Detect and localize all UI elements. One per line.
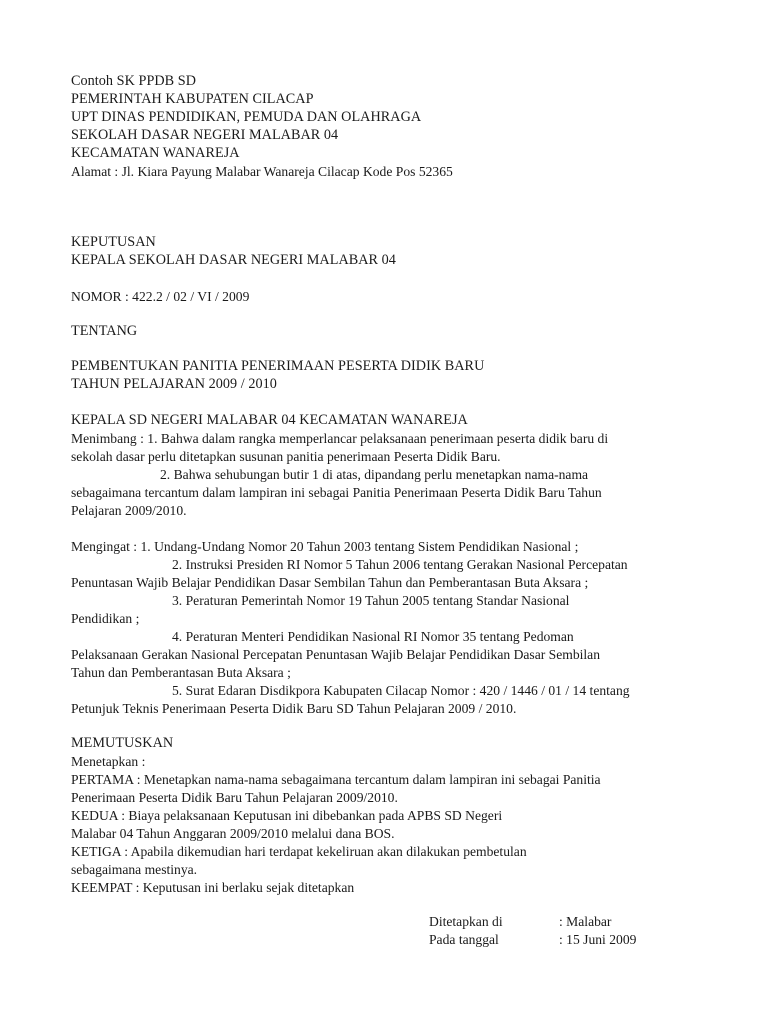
ditetapkan-label: Ditetapkan di (429, 914, 503, 929)
menimbang-1-line-2: sekolah dasar perlu ditetapkan susunan panitia penerimaan Peserta Didik Baru. (71, 449, 501, 464)
mengingat-5-line-2: Petunjuk Teknis Penerimaan Peserta Didik Baru SD Tahun Pelajaran 2009 / 2010. (71, 701, 517, 716)
ditetapkan-row (429, 913, 503, 930)
kedua-line-1: KEDUA : Biaya pelaksanaan Keputusan ini dibebankan pada APBS SD Negeri (71, 808, 503, 823)
mengingat-2-line-2: Penuntasan Wajib Belajar Pendidikan Dasar Sembilan Tahun dan Pemberantasan Buta Aksara ; (71, 575, 589, 590)
subject-line-2: TAHUN PELAJARAN 2009 / 2010 (71, 376, 277, 392)
title-tentang: TENTANG (71, 323, 138, 339)
title-kepala: KEPALA SEKOLAH DASAR NEGERI MALABAR 04 (71, 252, 396, 268)
menetapkan-label: Menetapkan : (71, 754, 146, 769)
header-line-4: SEKOLAH DASAR NEGERI MALABAR 04 (71, 127, 339, 143)
tanggal-value: : 15 Juni 2009 (559, 932, 637, 947)
ditetapkan-value: : Malabar (559, 914, 612, 929)
mengingat-3-line-2: Pendidikan ; (71, 611, 140, 626)
title-nomor: NOMOR : 422.2 / 02 / VI / 2009 (71, 289, 250, 304)
keempat-line: KEEMPAT : Keputusan ini berlaku sejak ditetapkan (71, 880, 355, 895)
header-line-1: Contoh SK PPDB SD (71, 73, 197, 89)
menimbang-2-line-2: sebagaimana tercantum dalam lampiran ini sebagai Panitia Penerimaan Peserta Didik Baru Tahun (71, 485, 602, 500)
menimbang-2-line-3: Pelajaran 2009/2010. (71, 503, 187, 518)
subject-line-1: PEMBENTUKAN PANITIA PENERIMAAN PESERTA DIDIK BARU (71, 358, 485, 374)
mengingat-3-line-1: 3. Peraturan Pemerintah Nomor 19 Tahun 2005 tentang Standar Nasional (172, 593, 570, 608)
mengingat-4-line-1: 4. Peraturan Menteri Pendidikan Nasional RI Nomor 35 tentang Pedoman (172, 629, 574, 644)
header-line-3: UPT DINAS PENDIDIKAN, PEMUDA DAN OLAHRAGA (71, 109, 422, 125)
title-keputusan: KEPUTUSAN (71, 234, 156, 250)
menimbang-1-line-1: Menimbang : 1. Bahwa dalam rangka memperlancar pelaksanaan penerimaan peserta didik baru di (71, 431, 609, 446)
header-line-2: PEMERINTAH KABUPATEN CILACAP (71, 91, 314, 107)
header-line-5: KECAMATAN WANAREJA (71, 145, 240, 161)
menimbang-2-line-1: 2. Bahwa sehubungan butir 1 di atas, dipandang perlu menetapkan nama-nama (160, 467, 589, 482)
header-address: Alamat : Jl. Kiara Payung Malabar Wanareja Cilacap Kode Pos 52365 (71, 164, 453, 179)
mengingat-4-line-3: Tahun dan Pemberantasan Buta Aksara ; (71, 665, 291, 680)
ketiga-line-1: KETIGA : Apabila dikemudian hari terdapat kekeliruan akan dilakukan pembetulan (71, 844, 527, 859)
tanggal-label: Pada tanggal (429, 932, 499, 947)
ketiga-line-2: sebagaimana mestinya. (71, 862, 198, 877)
kedua-line-2: Malabar 04 Tahun Anggaran 2009/2010 melalui dana BOS. (71, 826, 395, 841)
mengingat-2-line-1: 2. Instruksi Presiden RI Nomor 5 Tahun 2006 tentang Gerakan Nasional Percepatan (172, 557, 628, 572)
mengingat-4-line-2: Pelaksanaan Gerakan Nasional Percepatan Penuntasan Wajib Belajar Pendidikan Dasar Sembilan (71, 647, 601, 662)
mengingat-5-line-1: 5. Surat Edaran Disdikpora Kabupaten Cilacap Nomor : 420 / 1446 / 01 / 14 tentang (172, 683, 630, 698)
kepala-heading: KEPALA SD NEGERI MALABAR 04 KECAMATAN WANAREJA (71, 412, 468, 428)
pertama-line-1: PERTAMA : Menetapkan nama-nama sebagaimana tercantum dalam lampiran ini sebagai Panitia (71, 772, 601, 787)
pertama-line-2: Penerimaan Peserta Didik Baru Tahun Pelajaran 2009/2010. (71, 790, 398, 805)
memutuskan-heading: MEMUTUSKAN (71, 735, 174, 751)
mengingat-1: Mengingat : 1. Undang-Undang Nomor 20 Tahun 2003 tentang Sistem Pendidikan Nasional ; (71, 539, 579, 554)
